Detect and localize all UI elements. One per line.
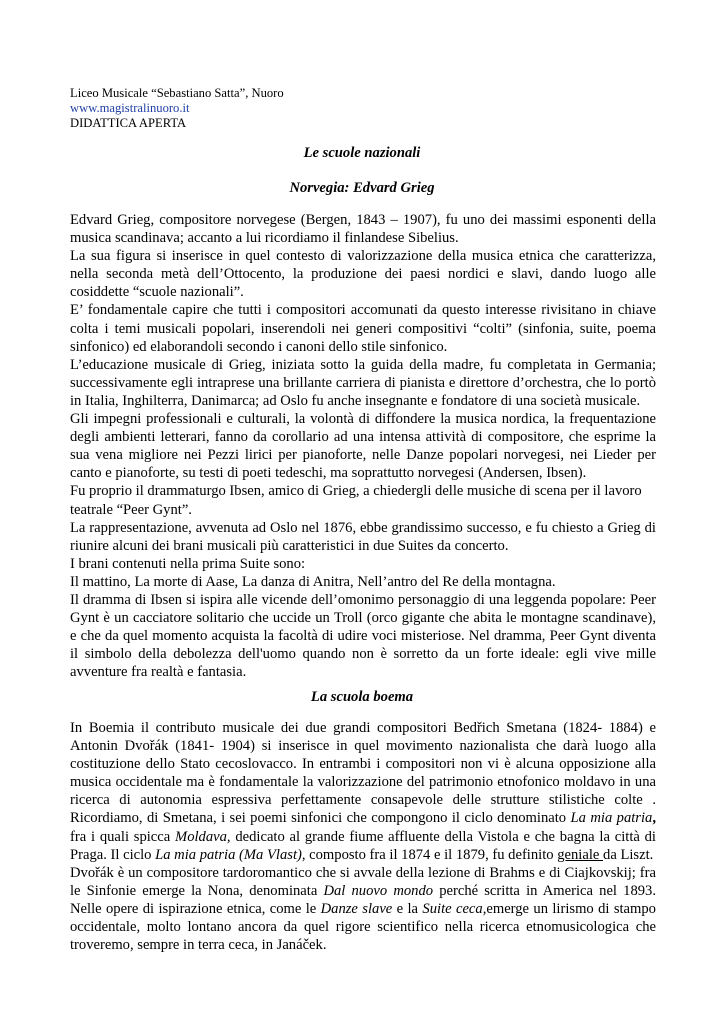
bohemia-text: Nelle opere di ispirazione etnica, come le	[70, 900, 321, 917]
work-title: Suite ceca,	[422, 900, 487, 917]
bohemia-line: Antonin Dvořák (1841- 1904) si inserisce in quel movimento nazionalista che darà luogo alla	[70, 738, 656, 755]
grieg-line: e che da quel momento acquista la facoltà di udire voci misteriose. Nel dramma, Peer Gynt diventa	[70, 628, 656, 645]
grieg-line: sinfonico) ed elaborandoli secondo i canoni dello stile sinfonico.	[70, 338, 448, 355]
bohemia-text: perché scritta in America nel 1893.	[433, 882, 656, 899]
bohemia-line: musica occidentale ma è fondamentale la valorizzazione del patrimonio etnofonico moldavo in una	[70, 774, 656, 791]
bohemia-line: Dvořák è un compositore tardoromantico che si avvale della lezione di Brahms e di Ciajkovskij; fra	[70, 864, 656, 881]
school-name: Liceo Musicale “Sebastiano Satta”, Nuoro	[70, 86, 284, 100]
grieg-line: teatrale “Peer Gynt”.	[70, 501, 192, 518]
work-title: Moldava,	[175, 828, 231, 845]
bohemia-section-body	[70, 719, 656, 954]
bohemia-line	[70, 882, 656, 900]
grieg-line: Il dramma di Ibsen si ispira alle vicende dell’omonimo personaggio di una leggenda popolare: Peer	[70, 591, 656, 608]
grieg-section-body	[70, 211, 656, 681]
grieg-line: riunire alcuni dei brani musicali più caratteristici in due Suites da concerto.	[70, 537, 509, 554]
work-title: Dal nuovo mondo	[323, 882, 434, 899]
bohemia-text: le Sinfonie emerge la Nona, denominata	[70, 882, 324, 899]
grieg-line: Edvard Grieg, compositore norvegese (Bergen, 1843 – 1907), fu uno dei massimi esponenti della	[70, 212, 656, 228]
grieg-line: degli ambienti letterari, fanno da corollario ad una intensa attività di compositore, che esprime la	[70, 429, 656, 446]
grieg-line: La sua figura si inserisce in quel contesto di valorizzazione della musica etnica che caratterizza,	[70, 248, 656, 265]
website-link[interactable]: www.magistralinuoro.it	[70, 101, 190, 115]
bohemia-line	[70, 900, 656, 918]
bohemia-text: Ricordiamo, di Smetana, i sei poemi sinfonici che compongono il ciclo denominato	[70, 810, 571, 827]
bohemia-line	[70, 828, 656, 846]
grieg-line: in Italia, Inghilterra, Danimarca; ad Oslo fu anche insegnante e fondatore di una società musicale.	[70, 392, 641, 409]
bohemia-text: ,	[652, 810, 656, 827]
bohemia-line: ricerca di autonomia espressiva perfettamente consapevole delle strutture stilistiche colte .	[70, 792, 656, 809]
document-header	[70, 86, 284, 131]
bohemia-text: Praga. Il ciclo	[70, 846, 156, 863]
grieg-line: nella seconda metà dell’Ottocento, la produzione dei paesi nordici e slavi, dando luogo alle	[70, 266, 656, 283]
bohemia-text: fra i quali spicca	[70, 828, 176, 845]
grieg-line: La rappresentazione, avvenuta ad Oslo nel 1876, ebbe grandissimo successo, e fu chiesto a Grieg di	[70, 519, 656, 536]
work-title: La mia patria (Ma Vlast)	[155, 846, 302, 863]
grieg-line: Gli impegni professionali e culturali, la volontà di diffondere la musica nordica, la frequentazione	[70, 411, 656, 428]
section-label: DIDATTICA APERTA	[70, 116, 187, 130]
grieg-line: I brani contenuti nella prima Suite sono:	[70, 555, 306, 572]
bohemia-text: e la	[392, 900, 423, 917]
main-title: Le scuole nazionali	[303, 145, 421, 161]
grieg-line: L’educazione musicale di Grieg, iniziata sotto la guida della madre, fu completata in Germania;	[70, 356, 656, 373]
grieg-line: Fu proprio il drammaturgo Ibsen, amico di Grieg, a chiedergli delle musiche di scena per il lavoro	[70, 483, 642, 500]
underlined-word: geniale	[557, 846, 604, 863]
norway-heading: Norvegia: Edvard Grieg	[289, 180, 435, 196]
bohemia-line	[70, 809, 656, 827]
grieg-line: E’ fondamentale capire che tutti i compositori accomunati da questo interesse rivisitano in chiave	[70, 302, 656, 319]
bohemia-line: In Boemia il contributo musicale dei due grandi compositori Bedřich Smetana (1824- 1884) e	[70, 720, 656, 736]
grieg-line: musica scandinava; accanto a lui ricordiamo il finlandese Sibelius.	[70, 230, 459, 247]
grieg-line: successivamente egli intraprese una brillante carriera di pianista e direttore d’orchestra, che lo portò	[70, 374, 656, 391]
bohemia-line: costituzione dello Stato cecoslovacco. In entrambi i compositori non vi è alcuna opposizione alla	[70, 756, 656, 773]
work-title: Danze slave	[320, 900, 393, 917]
grieg-line: canto e pianoforte, su testi di poeti tedeschi, ma soprattutto norvegesi (Andersen, Ibsen).	[70, 465, 587, 482]
grieg-line: colta i temi musicali popolari, inserendoli nei generi compositivi “colti” (sinfonia, suite, poema	[70, 320, 656, 337]
bohemia-line: troveremo, sempre in terra ceca, in Janáček.	[70, 937, 327, 954]
bohemia-heading: La scuola boema	[310, 689, 414, 705]
bohemia-text: dedicato al grande fiume affluente della Vistola e che bagna la città di	[230, 828, 656, 845]
bohemia-line: occidentale, molto lontano ancora da quel rigore scientifico nella ricerca etnomusicologica che	[70, 919, 656, 936]
bohemia-text: , composto fra il 1874 e il 1879, fu definito	[301, 846, 558, 863]
bohemia-line	[70, 846, 656, 864]
grieg-line: sua vena migliore nei Pezzi lirici per pianoforte, nelle Danze popolari norvegesi, nei Lieder per	[70, 447, 656, 464]
grieg-line: Gynt è un cacciatore solitario che uccide un Troll (orco gigante che abita le montagne scandinave),	[70, 610, 656, 627]
grieg-line: cosiddette “scuole nazionali”.	[70, 284, 244, 301]
bohemia-text: emerge un lirismo di stampo	[486, 900, 656, 917]
grieg-line: Il mattino, La morte di Aase, La danza di Anitra, Nell’antro del Re della montagna.	[70, 573, 556, 590]
work-title: La mia patria	[570, 810, 653, 827]
grieg-line: il simbolo della debolezza dell'uomo quando non è sorretto da un forte ideale: egli vive mille	[70, 646, 656, 663]
grieg-line: avventure fra realtà e fantasia.	[70, 664, 247, 681]
bohemia-text: da Liszt.	[603, 846, 654, 863]
